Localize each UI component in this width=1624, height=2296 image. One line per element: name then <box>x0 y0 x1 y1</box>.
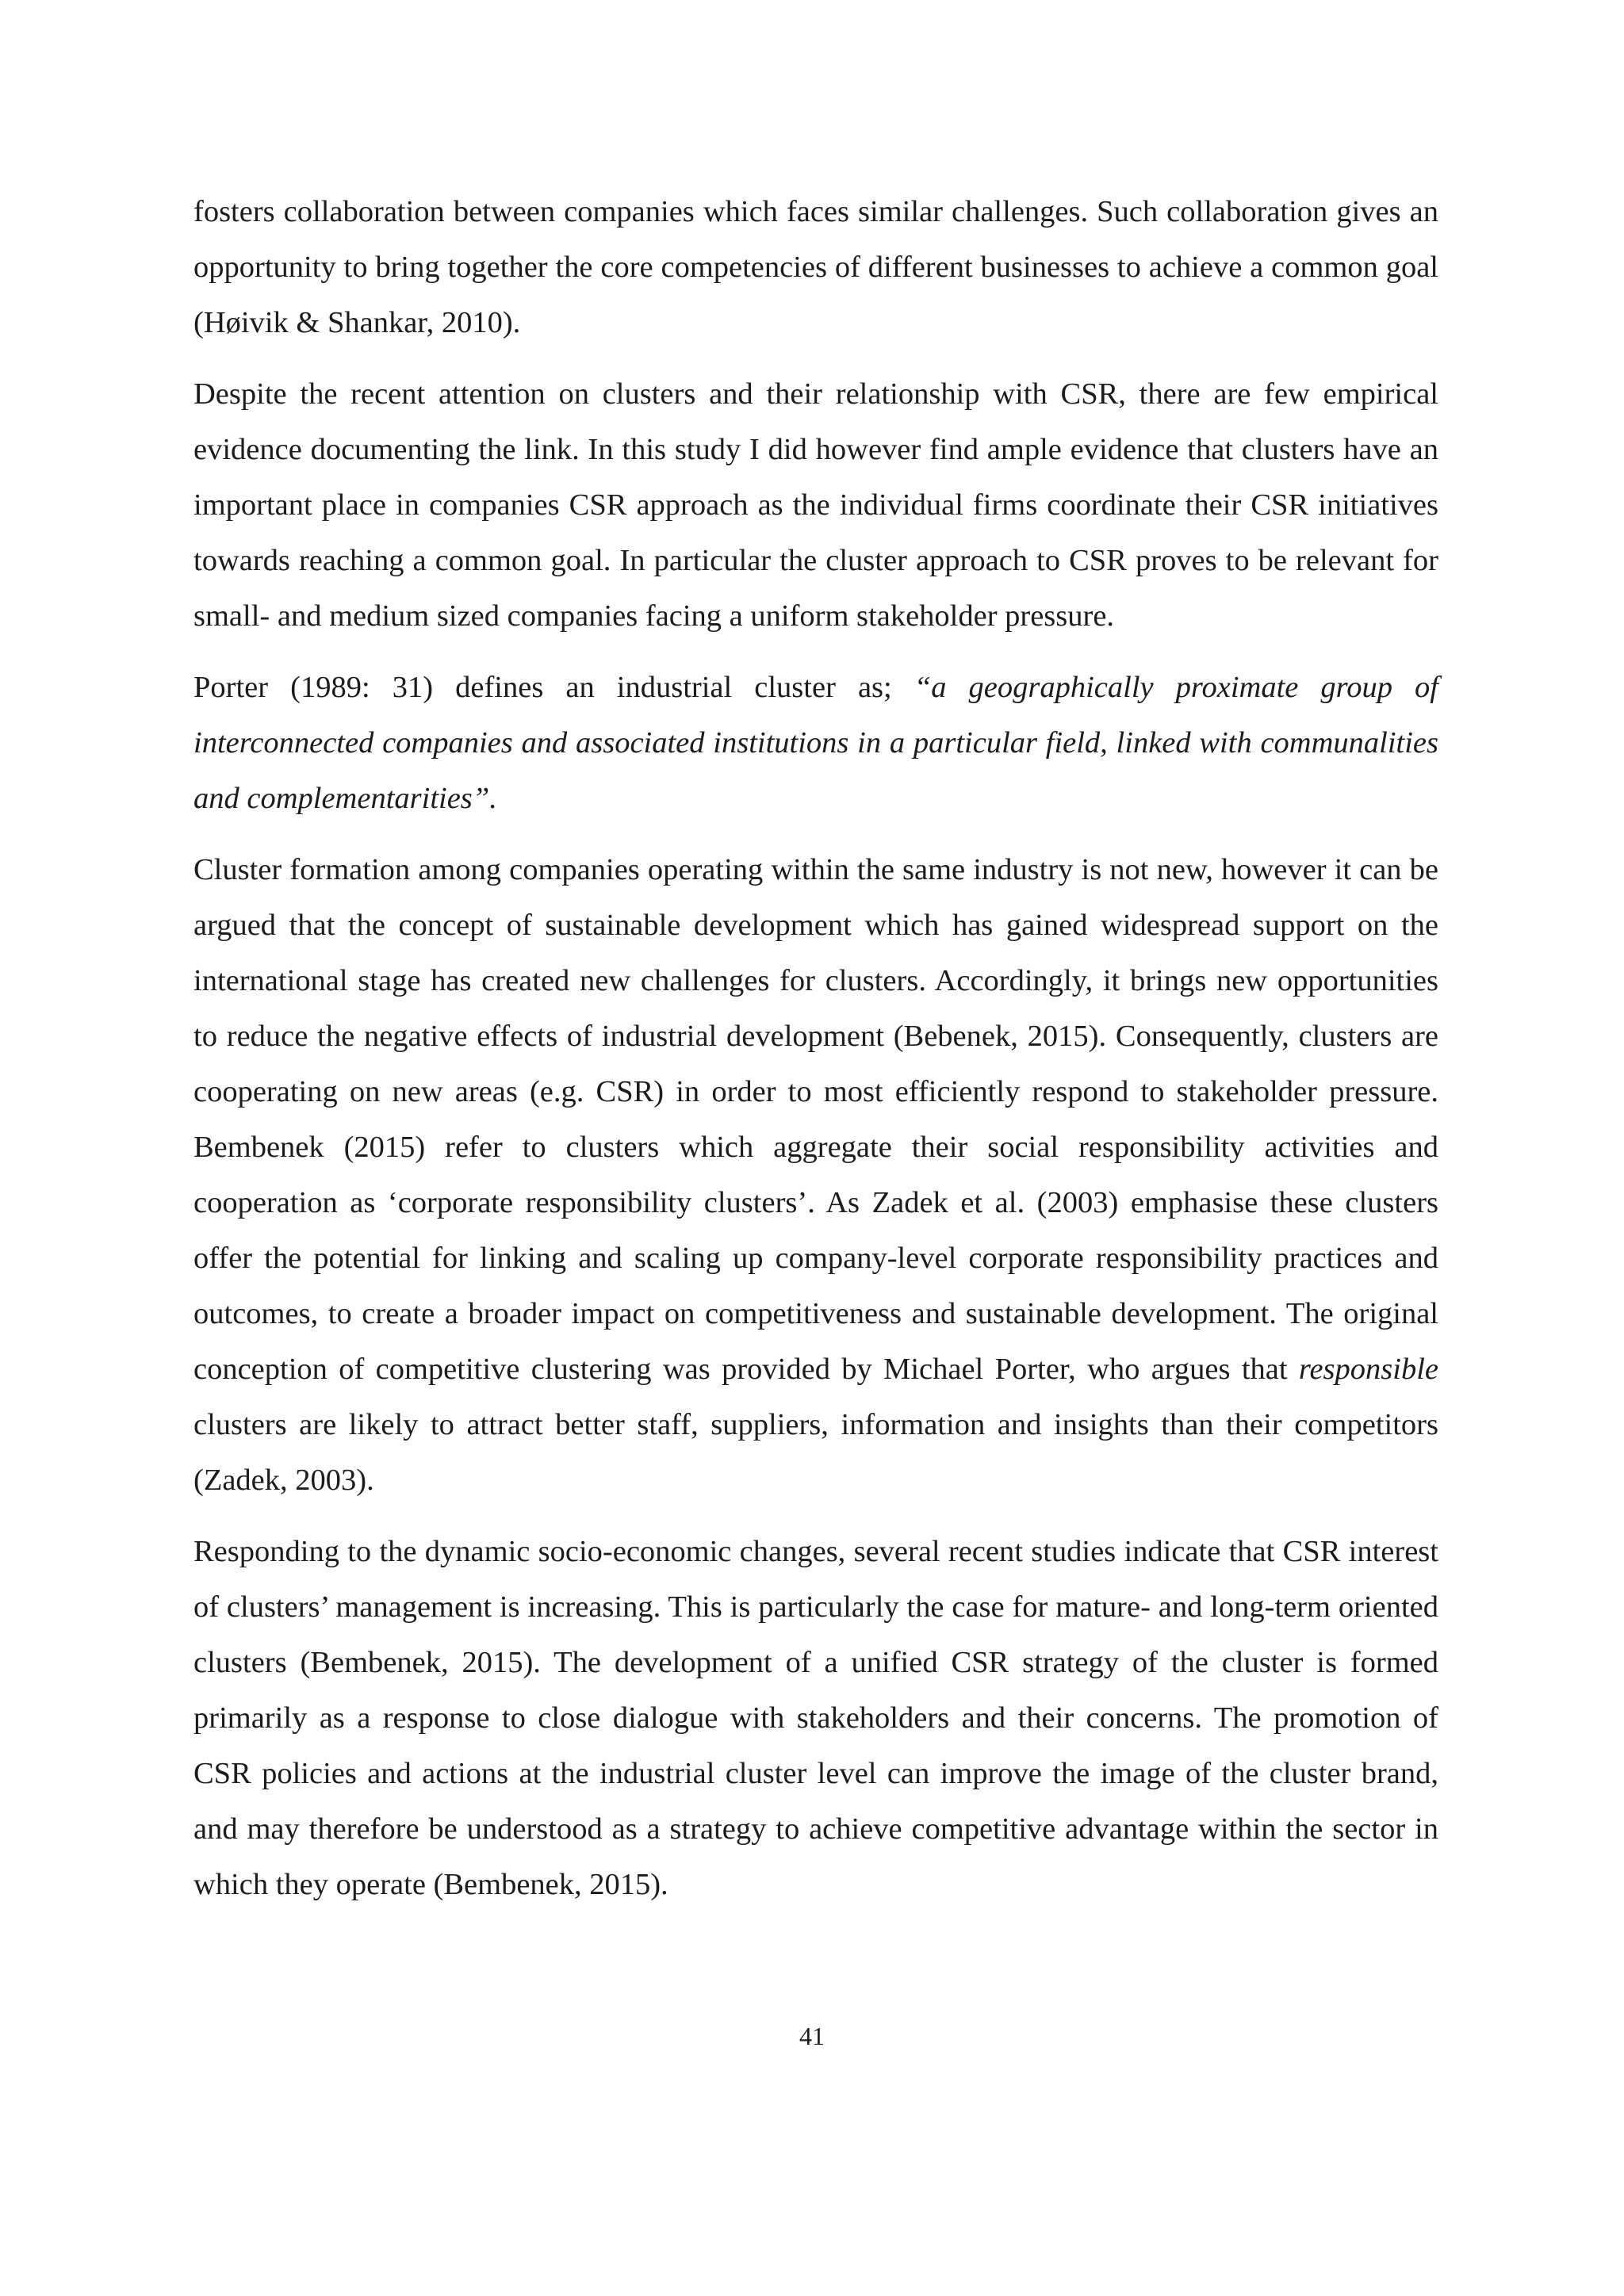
paragraph-text: fosters collaboration between companies which faces similar challenges. Such collaboration gives an opportunity to bring together the core competencies of different businesses to achieve a common goal (Høivik & Shankar, 2010). <box>193 195 1438 339</box>
paragraph-socio-economic-changes <box>193 1524 1438 1912</box>
quoted-definition: “a geographically proximate group of interconnected companies and associated institutions in a particular field, linked with communalities and complementarities”. <box>193 671 1438 815</box>
paragraph-text: Despite the recent attention on clusters and their relationship with CSR, there are few empirical evidence documenting the link. In this study I did however find ample evidence that clusters have an important place in companies CSR approach as the individual firms coordinate their CSR initiatives towards reaching a common goal. In particular the cluster approach to CSR proves to be relevant for small- and medium sized companies facing a uniform stakeholder pressure. <box>193 377 1438 633</box>
paragraph-cluster-collaboration <box>193 184 1438 350</box>
page-number: 41 <box>799 2022 825 2050</box>
paragraph-text: clusters are likely to attract better staff, suppliers, information and insights than their competitors (Zadek, 2003). <box>193 1408 1438 1497</box>
document-body <box>193 184 1438 1928</box>
emphasized-word: responsible <box>1298 1353 1438 1386</box>
paragraph-porter-definition <box>193 660 1438 826</box>
paragraph-text: Porter (1989: 31) defines an industrial cluster as; <box>193 671 914 704</box>
paragraph-cluster-formation <box>193 842 1438 1508</box>
paragraph-text: Cluster formation among companies operating within the same industry is not new, however it can be argued that the concept of sustainable development which has gained widespread support on the international stage has created new challenges for clusters. Accordingly, it brings new opportunities to reduce the negative effects of industrial development (Bebenek, 2015). Consequently, clusters are cooperating on new areas (e.g. CSR) in order to most efficiently respond to stakeholder pressure. Bembenek (2015) refer to clusters which aggregate their social responsibility activities and cooperation as ‘corporate responsibility clusters’. As Zadek et al. (2003) emphasise these clusters offer the potential for linking and scaling up company-level corporate responsibility practices and outcomes, to create a broader impact on competitiveness and sustainable development. The original conception of competitive clustering was provided by Michael Porter, who argues that <box>193 853 1438 1386</box>
paragraph-empirical-evidence <box>193 366 1438 644</box>
paragraph-text: Responding to the dynamic socio-economic changes, several recent studies indicate that CSR interest of clusters’ management is increasing. This is particularly the case for mature- and long-term oriented clusters (Bembenek, 2015). The development of a unified CSR strategy of the cluster is formed primarily as a response to close dialogue with stakeholders and their concerns. The promotion of CSR policies and actions at the industrial cluster level can improve the image of the cluster brand, and may therefore be understood as a strategy to achieve competitive advantage within the sector in which they operate (Bembenek, 2015). <box>193 1535 1438 1901</box>
